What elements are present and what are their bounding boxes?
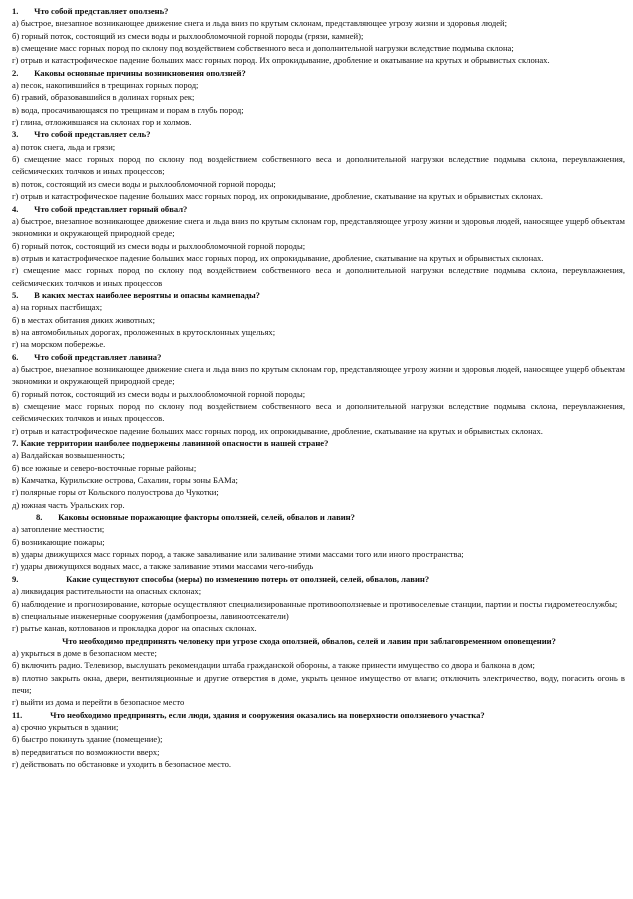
answer-option: в) плотно закрыть окна, двери, вентиляционные и другие отверстия в доме, укрыть ценное имущество от влаги; отключить электричество, воду, погасить огонь в печи;	[12, 672, 625, 695]
answer-option: а) песок, накопившийся в трещинах горных пород;	[12, 80, 199, 91]
question-10	[12, 635, 625, 709]
question-number: 5.	[12, 289, 19, 300]
question-title	[12, 573, 625, 585]
question-text: Что собой представляет оползень?	[34, 6, 169, 16]
answer-option: в) Камчатка, Курильские острова, Сахалин, горы зоны БАМа;	[12, 475, 238, 486]
answer-option: г) выйти из дома и перейти в безопасное место	[12, 697, 185, 708]
question-number: 4.	[12, 203, 19, 214]
answer-option: а) срочно укрыться в здании;	[12, 721, 119, 732]
question-text: Каковы основные причины возникновения оползней?	[34, 67, 246, 78]
answer-option: в) вода, просачивающаяся по трещинам и порам в глубь пород;	[12, 104, 244, 115]
question-title	[12, 437, 625, 449]
answer-option: г) полярные горы от Кольского полуострова до Чукотки;	[12, 487, 219, 498]
question-number: 2.	[12, 67, 19, 78]
question-4	[12, 203, 625, 289]
answer-option: г) отрыв и катастрофическое падение больших масс горных пород. Их опрокидывание, дробление и окатывание на крутых и обрывистых склонах.	[12, 55, 550, 66]
answer-option: б) быстро покинуть здание (помещение);	[12, 734, 163, 745]
answer-option: в) удары движущихся масс горных пород, а также заваливание или заливание этими массами того или иного пространства;	[12, 549, 464, 560]
answer-option: г) на морском побережье.	[12, 339, 106, 350]
answer-option: а) укрыться в доме в безопасном месте;	[12, 647, 157, 658]
question-title	[12, 511, 625, 523]
answer-option: в) передвигаться по возможности вверх;	[12, 746, 160, 757]
question-number: 7.	[12, 438, 19, 449]
question-number: 9.	[12, 573, 19, 584]
question-number: 11.	[12, 709, 23, 720]
answer-option: г) удары движущихся водных масс, а также заливание этими массами чего-нибудь	[12, 561, 314, 572]
answer-option: в) специальные инженерные сооружения (дамбопроезы, лавиноотсекатели)	[12, 610, 289, 621]
answer-option: в) поток, состоящий из смеси воды и рыхлообломочной горной породы;	[12, 178, 276, 189]
question-text: Что собой представляет горный обвал?	[34, 203, 188, 214]
answer-option: а) ликвидация растительности на опасных склонах;	[12, 586, 202, 597]
answer-option: б) все южные и северо-восточные горные районы;	[12, 462, 197, 473]
answer-option: в) на автомобильных дорогах, проложенных в крутосклонных ущельях;	[12, 326, 276, 337]
answer-option: г) действовать по обстановке и уходить в безопасное место.	[12, 758, 232, 769]
answer-option: а) быстрое, внезапное возникающее движение снега и льда вниз по крутым склонам, представляющее угрозу жизни и здоровья людей;	[12, 18, 508, 29]
question-6	[12, 351, 625, 437]
answer-option: г) рытье канав, котлованов и прокладка дорог на опасных склонах.	[12, 623, 257, 634]
question-11	[12, 709, 625, 771]
question-title	[12, 351, 625, 363]
answer-option: в) отрыв и катастрофическое падение больших масс горных пород, их опрокидывание, дробление, скатывание на крутых и обрывистых склонах.	[12, 252, 544, 263]
answer-option: а) быстрое, внезапное возникающее движение снега и льда вниз по крутым склонам гор, представляющее угрозу жизни и здоровья людей, наносящее ущерб объектам экономики и окружающей природной среде;	[12, 363, 625, 387]
question-number: 3.	[12, 129, 19, 140]
question-title	[12, 128, 625, 140]
answer-option: б) наблюдение и прогнозирование, которые осуществляют специализированные противооползневые и противоселевые станции, партии и посты гидрометеослужбы;	[12, 598, 618, 609]
question-number: 1.	[12, 6, 19, 16]
answer-option: а) быстрое, внезапное возникающее движение снега и льда вниз по крутым склонам гор, представляющее угрозу жизни и здоровья людей, наносящее ущерб объектам экономики и окружающей природной среде;	[12, 215, 625, 239]
question-title	[12, 5, 625, 17]
answer-option: б) смещение масс горных пород по склону под воздействием собственного веса и дополнительной нагрузки вследствие подмыва склона, переувлажнения, сейсмических толчков и иных процессов;	[12, 154, 625, 177]
question-title	[12, 67, 625, 79]
question-text: Какие существуют способы (меры) по изменению потерь от оползней, селей, обвалов, лавин?	[66, 573, 430, 584]
question-text: В каких местах наиболее вероятны и опасны камнепады?	[34, 289, 260, 300]
answer-option: г) отрыв и катастрофическое падение больших масс горных пород, их опрокидывание, дробление, скатывание на крутых и обрывистых склонах.	[12, 191, 543, 202]
question-7	[12, 437, 625, 511]
question-1	[12, 5, 625, 67]
question-title	[12, 289, 625, 301]
answer-option: б) гравий, образовавшийся в долинах горных рек;	[12, 92, 195, 103]
question-number	[12, 635, 60, 647]
question-text: Что собой представляет сель?	[34, 129, 151, 140]
answer-option: д) южная часть Уральских гор.	[12, 499, 125, 510]
answer-option: б) включить радио. Телевизор, выслушать рекомендации штаба гражданской обороны, а также принести имущество со двора и балкона в дом;	[12, 660, 535, 671]
answer-option: б) в местах обитания диких животных;	[12, 314, 155, 325]
answer-option: г) глина, отложившаяся на склонах гор и холмов.	[12, 117, 192, 128]
question-text: Что необходимо предпринять человеку при угрозе схода оползней, обвалов, селей и лавин при заблаговременном оповещении?	[62, 635, 556, 646]
question-9	[12, 573, 625, 635]
question-text: Что собой представляет лавина?	[34, 351, 162, 362]
question-3	[12, 128, 625, 202]
question-title	[12, 203, 625, 215]
answer-option: г) смещение масс горных пород по склону под воздействием собственного веса и дополнительной нагрузки вследствие подмыва склона, переувлажнения, сейсмических толчков и иных процессов	[12, 265, 625, 288]
question-8	[12, 511, 625, 573]
answer-option: а) затопление местности;	[12, 524, 105, 535]
question-text: Какие территории наиболее подвержены лавинной опасности в нашей стране?	[20, 438, 329, 449]
answer-option: б) возникающие пожары;	[12, 536, 105, 547]
answer-option: б) горный поток, состоящий из смеси воды и рыхлообломочной горной породы;	[12, 240, 306, 251]
question-title	[12, 709, 625, 721]
answer-option: а) Валдайская возвышенность;	[12, 450, 125, 461]
answer-option: б) горный поток, состоящий из смеси воды и рыхлообломочной горной породы;	[12, 388, 306, 399]
answer-option: б) горный поток, состоящий из смеси воды и рыхлообломочной горной породы (грязи, камней);	[12, 30, 364, 41]
answer-option: г) отрыв и катастрофическое падение больших масс горных пород, их опрокидывание, дробление, скатывание на крутых и обрывистых склонах.	[12, 425, 543, 436]
answer-option: в) смещение масс горных пород по склону под воздействием собственного веса и дополнительной нагрузки вследствие подмыва склона, переувлажнения, сейсмических толчков и иных процессов.	[12, 401, 625, 424]
question-title	[12, 635, 625, 647]
question-number: 8.	[36, 512, 43, 523]
question-5	[12, 289, 625, 351]
question-2	[12, 67, 625, 129]
question-number: 6.	[12, 351, 19, 362]
answer-option: в) смещение масс горных пород по склону под воздействием собственного веса и дополнительной нагрузки вследствие подмыва склона;	[12, 43, 514, 54]
answer-option: а) на горных пастбищах;	[12, 302, 103, 313]
question-text: Что необходимо предпринять, если люди, здания и сооружения оказались на поверхности оползневого участка?	[50, 709, 485, 720]
answer-option: а) поток снега, льда и грязи;	[12, 141, 116, 152]
question-text: Каковы основные поражающие факторы оползней, селей, обвалов и лавин?	[58, 512, 355, 523]
